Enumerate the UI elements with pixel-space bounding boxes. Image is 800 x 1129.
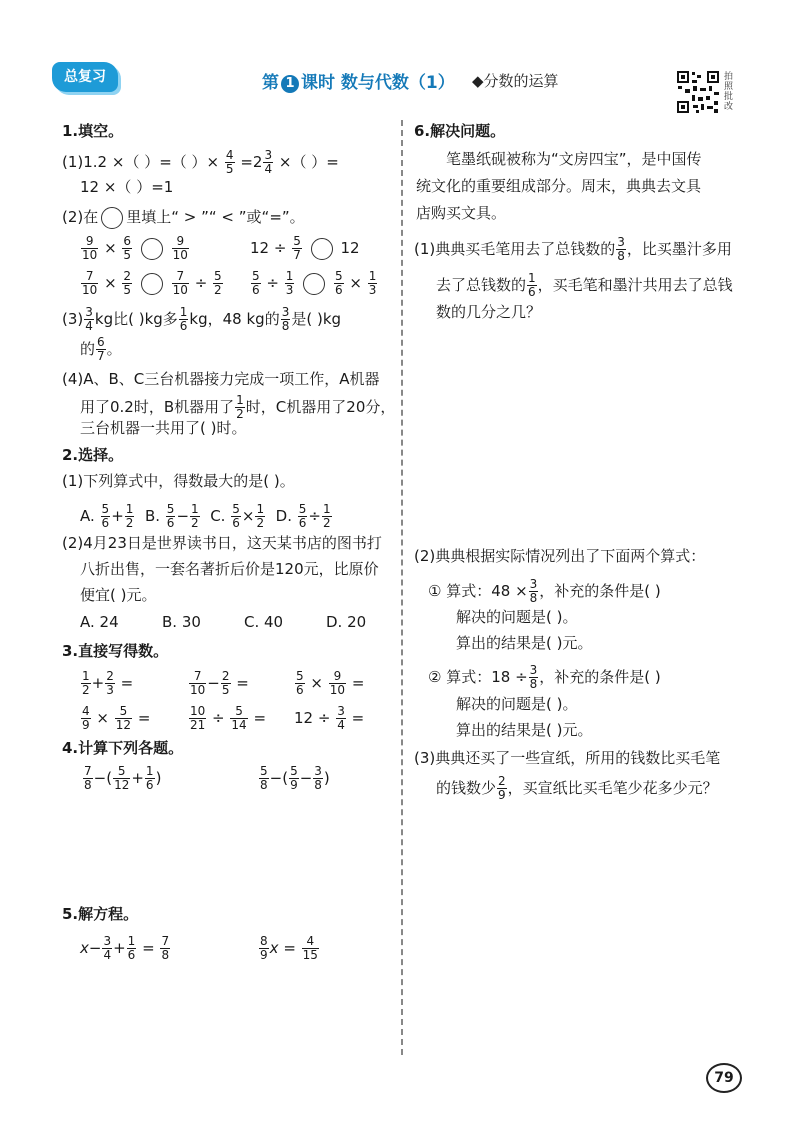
q3-item-3: $\frac{5}{6}$ × $\frac{9}{10}$ = — [296, 669, 365, 697]
q3-title: 3.直接写得数。 — [62, 642, 169, 660]
fraction: $\frac{1}{6}$ — [179, 305, 188, 333]
option-d[interactable]: D. $\frac{5}{6}$ ÷ $\frac{1}{2}$ — [275, 502, 331, 530]
compare-row-1a: $\frac{9}{10}$ × $\frac{6}{5}$ $\frac{9}{10}$ — [82, 234, 188, 262]
q2-part2-line3: 便宜( )元。 — [80, 586, 157, 604]
q3-item-4: $\frac{4}{9}$ × $\frac{5}{12}$ = — [82, 704, 151, 732]
answer-circle[interactable] — [141, 238, 163, 260]
q4-expr-1: $\frac{7}{8}$ −( $\frac{5}{12}$ + $\frac{1}{6}$ ) — [84, 764, 162, 792]
option-a[interactable]: A. $\frac{5}{6}$ + $\frac{1}{2}$ — [80, 502, 134, 530]
q3-item-2: $\frac{7}{10}$ − $\frac{2}{5}$ = — [190, 669, 249, 697]
q1-part2-title: (2)在 里填上“ > ”“ < ”或“=”。 — [62, 206, 305, 229]
fraction: $\frac{1}{3}$ — [368, 269, 377, 297]
q2-title: 2.选择。 — [62, 446, 124, 464]
fraction: $\frac{9}{10}$ — [172, 234, 188, 262]
q1-part4-line1: (4)A、B、C三台机器接力完成一项工作，A机器 — [62, 370, 380, 388]
fraction: $\frac{3}{4}$ — [264, 148, 273, 176]
q1-part4-line3: 三台机器一共用了( )时。 — [80, 419, 247, 437]
q2-choice-d[interactable]: D. 20 — [326, 613, 367, 631]
q1-part3-line2: 的 $\frac{6}{7}$ 。 — [80, 335, 122, 363]
q5-equation-2: $\frac{8}{9}$ x = $\frac{4}{15}$ — [260, 934, 318, 962]
q2-part1: (1)下列算式中，得数最大的是( )。 — [62, 472, 295, 490]
formula-2-line2: 解决的问题是( )。 — [456, 695, 578, 713]
q2-options — [80, 503, 333, 530]
column-divider — [401, 120, 403, 1055]
q4-title: 4.计算下列各题。 — [62, 739, 184, 757]
qr-label: 拍照批改 — [724, 72, 734, 112]
fraction: $\frac{7}{10}$ — [172, 269, 188, 297]
formula-2-line3: 算出的结果是( )元。 — [456, 721, 593, 739]
fraction: $\frac{7}{10}$ — [82, 269, 98, 297]
fraction: $\frac{1}{2}$ — [236, 393, 244, 421]
lesson-number: 1 — [281, 75, 299, 93]
q2-choice-c[interactable]: C. 40 — [244, 613, 284, 631]
review-badge: 总复习 — [52, 62, 118, 92]
compare-row-2a: $\frac{7}{10}$ × $\frac{2}{5}$ $\frac{7}{10}$ ÷ $\frac{5}{2}$ — [82, 269, 222, 297]
q2-choice-b[interactable]: B. 30 — [162, 613, 201, 631]
fraction: $\frac{6}{7}$ — [97, 335, 105, 363]
q3-item-1: $\frac{1}{2}$ + $\frac{2}{3}$ = — [82, 669, 134, 697]
q1-title: 1.填空。 — [62, 122, 124, 140]
option-c[interactable]: C. $\frac{5}{6}$ × $\frac{1}{2}$ — [210, 502, 265, 530]
option-b[interactable]: B. $\frac{5}{6}$ − $\frac{1}{2}$ — [144, 502, 199, 530]
q6-part3-line2: 的钱数少 $\frac{2}{9}$ ，买宣纸比买毛笔少花多少元？ — [436, 774, 718, 802]
q5-title: 5.解方程。 — [62, 905, 139, 923]
compare-row-2b: $\frac{5}{6}$ ÷ $\frac{1}{3}$ $\frac{5}{6}$ × $\frac{1}{3}$ — [252, 269, 377, 297]
q4-expr-2: $\frac{5}{8}$ −( $\frac{5}{9}$ − $\frac{3}{8}$ ) — [260, 764, 330, 792]
compare-row-1b: 12 ÷ $\frac{5}{7}$ 12 — [250, 234, 360, 262]
q1-part4-line2: 用了0.2时，B机器用了 $\frac{1}{2}$ 时，C机器用了20分， — [80, 393, 396, 421]
q6-intro-line2: 统文化的重要组成部分。周末，典典去文具 — [416, 177, 702, 195]
fraction: $\frac{1}{3}$ — [285, 269, 294, 297]
q2-part2-line2: 八折出售，一套名著折后价是120元，比原价 — [80, 560, 379, 578]
q6-intro-line3: 店购买文具。 — [416, 204, 507, 222]
formula-1-line3: 算出的结果是( )元。 — [456, 634, 593, 652]
q6-part1-line3: 数的几分之几？ — [436, 303, 542, 321]
formula-1-line1: ① 算式：48 × $\frac{3}{8}$ ，补充的条件是( ) — [428, 577, 661, 605]
fraction: $\frac{2}{5}$ — [123, 269, 132, 297]
page-number: 79 — [706, 1063, 742, 1093]
lesson-title: 第 1 课时 数与代数（1） — [262, 73, 455, 93]
q1-part3-line1: (3) $\frac{3}{4}$ kg比( )kg多 $\frac{1}{6}$ kg，48 kg的 $\frac{3}{8}$ 是( )kg — [62, 305, 342, 333]
q2-choice-a[interactable]: A. 24 — [80, 613, 119, 631]
fraction: $\frac{5}{7}$ — [293, 234, 301, 262]
fraction: $\frac{5}{6}$ — [252, 269, 260, 297]
fraction: $\frac{4}{5}$ — [225, 148, 234, 176]
q1-part1-line2: 12 ×（ ）=1 — [80, 178, 174, 196]
q2-part2-line1: (2)4月23日是世界读书日，这天某书店的图书打 — [62, 534, 382, 552]
q6-part1-line2: 去了总钱数的 $\frac{1}{6}$ ，买毛笔和墨汁共用去了总钱 — [436, 271, 733, 299]
answer-circle[interactable] — [311, 238, 333, 260]
lesson-subtitle: ◆分数的运算 — [472, 72, 559, 90]
q3-item-5: $\frac{10}{21}$ ÷ $\frac{5}{14}$ = — [190, 704, 267, 732]
q5-equation-1: x− $\frac{3}{4}$ + $\frac{1}{6}$ = $\frac{7}{8}$ — [80, 934, 170, 962]
q3-item-6: 12 ÷ $\frac{3}{4}$ = — [294, 704, 365, 732]
answer-circle — [101, 207, 123, 229]
formula-2-line1: ② 算式：18 ÷ $\frac{3}{8}$ ，补充的条件是( ) — [428, 663, 661, 691]
q6-part2-title: (2)典典根据实际情况列出了下面两个算式： — [414, 547, 706, 565]
fraction: $\frac{3}{4}$ — [85, 305, 93, 333]
formula-1-line2: 解决的问题是( )。 — [456, 608, 578, 626]
fraction: $\frac{5}{2}$ — [214, 269, 222, 297]
answer-circle[interactable] — [141, 273, 163, 295]
answer-circle[interactable] — [303, 273, 325, 295]
fraction: $\frac{3}{8}$ — [281, 305, 290, 333]
q6-title: 6.解决问题。 — [414, 122, 506, 140]
fraction: $\frac{9}{10}$ — [82, 234, 98, 262]
fraction: $\frac{6}{5}$ — [123, 234, 132, 262]
q1-part1-line1: (1)1.2 ×（ ）=（ ）× $\frac{4}{5}$ =2 $\frac{3}{4}$ ×（ ）= — [62, 148, 339, 176]
q6-part3-line1: (3)典典还买了一些宣纸，所用的钱数比买毛笔 — [414, 749, 721, 767]
q6-intro-line1: 笔墨纸砚被称为“文房四宝”，是中国传 — [446, 150, 702, 168]
q6-part1-line1: (1)典典买毛笔用去了总钱数的 $\frac{3}{8}$ ，比买墨汁多用 — [414, 235, 732, 263]
fraction: $\frac{5}{6}$ — [334, 269, 343, 297]
qr-code-icon[interactable] — [676, 70, 720, 114]
